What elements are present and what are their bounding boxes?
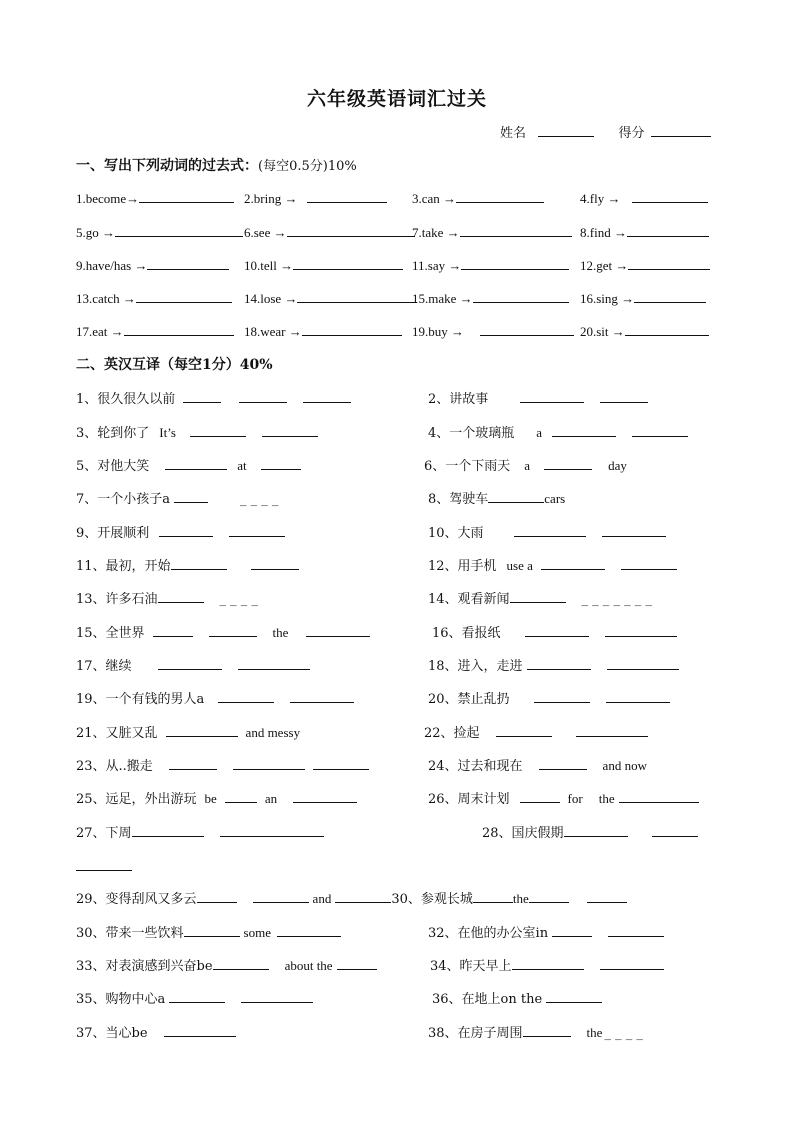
list-item: 2、讲故事	[428, 388, 648, 407]
name-label: 姓名	[500, 126, 527, 141]
answer-blank[interactable]	[229, 522, 285, 537]
score-label: 得分	[618, 126, 645, 141]
list-item: 18、进入，走进	[428, 655, 679, 674]
answer-blank[interactable]	[233, 755, 305, 770]
list-item: 19、一个有钱的男人a	[76, 688, 354, 707]
answer-blank[interactable]	[174, 488, 208, 503]
answer-blank[interactable]	[520, 788, 560, 803]
answer-blank-wrap	[76, 856, 132, 875]
list-item: 9.have/has →	[76, 255, 229, 274]
answer-blank[interactable]	[164, 1022, 236, 1037]
list-item: 9、开展顺利	[76, 522, 285, 541]
list-item: 30、带来一些饮料 some	[76, 922, 341, 941]
answer-blank[interactable]	[158, 655, 222, 670]
answer-blank[interactable]	[480, 321, 574, 336]
answer-blank[interactable]	[600, 388, 648, 403]
answer-blank[interactable]	[297, 288, 417, 303]
answer-blank[interactable]	[546, 988, 602, 1003]
answer-blank[interactable]	[136, 288, 232, 303]
answer-blank[interactable]	[303, 388, 351, 403]
list-item: 26、周末计划 for the	[428, 788, 699, 807]
answer-blank[interactable]	[302, 321, 402, 336]
list-item: 37、当心be	[76, 1022, 236, 1041]
answer-blank[interactable]	[241, 988, 313, 1003]
answer-blank[interactable]	[600, 955, 664, 970]
answer-blank[interactable]	[218, 688, 274, 703]
answer-blank[interactable]	[525, 622, 589, 637]
answer-blank[interactable]	[166, 722, 238, 737]
answer-blank[interactable]	[512, 955, 584, 970]
answer-blank[interactable]	[456, 188, 544, 203]
section1-heading: 一、写出下列动词的过去式：(每空0.5分)10%	[76, 158, 357, 174]
list-item: 11.say →	[412, 255, 569, 274]
answer-blank[interactable]	[628, 255, 710, 270]
list-item: 32、在他的办公室in	[428, 922, 664, 941]
list-item: 20.sit →	[580, 321, 709, 340]
answer-blank[interactable]	[576, 722, 648, 737]
answer-blank[interactable]	[306, 622, 370, 637]
list-item: 35、购物中心a	[76, 988, 313, 1007]
answer-blank[interactable]	[461, 255, 569, 270]
answer-blank[interactable]	[523, 1022, 571, 1037]
answer-blank[interactable]	[544, 455, 592, 470]
list-item: 5.go →	[76, 222, 243, 241]
list-item: 10、大雨	[428, 522, 666, 541]
answer-blank[interactable]	[564, 822, 628, 837]
answer-blank[interactable]	[147, 255, 229, 270]
answer-blank[interactable]	[158, 588, 204, 603]
answer-blank[interactable]	[514, 522, 586, 537]
answer-blank[interactable]	[460, 222, 572, 237]
list-item: 4.fly →	[580, 188, 708, 207]
list-item: 29、变得刮风又多云 and 30、参观长城 the	[76, 888, 627, 907]
answer-blank[interactable]	[184, 922, 240, 937]
answer-blank[interactable]	[139, 188, 234, 203]
answer-blank[interactable]	[539, 755, 587, 770]
list-item: 7、一个小孩子a _ _ _ _	[76, 488, 278, 507]
answer-blank[interactable]	[287, 222, 415, 237]
list-item: 2.bring →	[244, 188, 387, 207]
name-blank[interactable]	[538, 122, 594, 137]
answer-blank[interactable]	[115, 222, 243, 237]
section2-heading: 二、英汉互译（每空1分）40%	[76, 357, 273, 373]
answer-blank[interactable]	[488, 488, 544, 503]
answer-blank[interactable]	[608, 922, 664, 937]
answer-blank[interactable]	[225, 788, 257, 803]
answer-blank[interactable]	[534, 688, 590, 703]
answer-blank[interactable]	[527, 655, 591, 670]
list-item: 34、昨天早上	[430, 955, 664, 974]
answer-blank[interactable]	[183, 388, 221, 403]
answer-blank[interactable]	[253, 888, 309, 903]
answer-blank[interactable]	[165, 455, 227, 470]
answer-blank[interactable]	[132, 822, 204, 837]
answer-blank[interactable]	[159, 522, 213, 537]
list-item: 23、从..搬走	[76, 755, 369, 774]
list-item: 6、一个下雨天 a day	[424, 455, 627, 474]
answer-blank[interactable]	[261, 455, 301, 470]
list-item: 12.get →	[580, 255, 710, 274]
answer-blank[interactable]	[337, 955, 377, 970]
answer-blank[interactable]	[169, 755, 217, 770]
list-item: 17、继续	[76, 655, 310, 674]
answer-blank[interactable]	[313, 755, 369, 770]
list-item: 15、全世界 the	[76, 622, 370, 641]
answer-blank[interactable]	[552, 422, 616, 437]
list-item: 24、过去和现在 and now	[428, 755, 647, 774]
page-title: 六年级英语词汇过关	[306, 88, 487, 110]
answer-blank[interactable]	[607, 655, 679, 670]
list-item: 33、对表演感到兴奋be about the	[76, 955, 377, 974]
list-item: 27、下周	[76, 822, 324, 841]
answer-blank[interactable]	[213, 955, 269, 970]
answer-blank[interactable]	[529, 888, 569, 903]
list-item: 14、观看新闻 _ _ _ _ _ _ _	[428, 588, 652, 607]
list-item: 3、轮到你了 It’s	[76, 422, 318, 441]
answer-blank[interactable]	[209, 622, 257, 637]
answer-blank[interactable]	[238, 655, 310, 670]
answer-blank[interactable]	[473, 888, 513, 903]
answer-blank[interactable]	[277, 922, 341, 937]
answer-blank[interactable]	[335, 888, 391, 903]
score-blank[interactable]	[651, 122, 711, 137]
list-item: 4、一个玻璃瓶 a	[428, 422, 688, 441]
answer-blank[interactable]	[520, 388, 584, 403]
answer-blank[interactable]	[76, 856, 132, 871]
answer-blank[interactable]	[220, 822, 324, 837]
name-score-line	[500, 122, 711, 141]
answer-blank[interactable]	[587, 888, 627, 903]
answer-blank[interactable]	[190, 422, 246, 437]
answer-blank[interactable]	[541, 555, 605, 570]
answer-blank[interactable]	[619, 788, 699, 803]
answer-blank[interactable]	[627, 222, 709, 237]
answer-blank[interactable]	[293, 255, 403, 270]
answer-blank[interactable]	[625, 321, 709, 336]
list-item: 11、最初，开始	[76, 555, 299, 574]
list-item: 18.wear →	[244, 321, 402, 340]
list-item: 28、国庆假期	[482, 822, 698, 841]
list-item: 16.sing →	[580, 288, 706, 307]
answer-blank[interactable]	[262, 422, 318, 437]
list-item: 14.lose →	[244, 288, 417, 307]
list-item: 8.find →	[580, 222, 709, 241]
answer-blank[interactable]	[169, 988, 225, 1003]
list-item: 1.become→	[76, 188, 234, 207]
answer-blank[interactable]	[153, 622, 193, 637]
list-item: 10.tell →	[244, 255, 403, 274]
list-item: 15.make →	[412, 288, 569, 307]
list-item: 36、在地上on the	[432, 988, 602, 1007]
list-item: 5、对他大笑 at	[76, 455, 301, 474]
answer-blank[interactable]	[552, 922, 592, 937]
list-item: 20、禁止乱扔	[428, 688, 670, 707]
list-item: 3.can →	[412, 188, 544, 207]
list-item: 22、捡起	[424, 722, 648, 741]
section1-note: (每空0.5分)10%	[258, 159, 357, 174]
answer-blank[interactable]	[293, 788, 357, 803]
answer-blank[interactable]	[634, 288, 706, 303]
answer-blank[interactable]	[605, 622, 677, 637]
list-item: 16、看报纸	[432, 622, 677, 641]
answer-blank[interactable]	[239, 388, 287, 403]
list-item: 25、远足，外出游玩 be an	[76, 788, 357, 807]
answer-blank[interactable]	[496, 722, 552, 737]
list-item: 13、许多石油 _ _ _ _	[76, 588, 258, 607]
list-item: 17.eat →	[76, 321, 234, 340]
list-item: 6.see →	[244, 222, 415, 241]
answer-blank[interactable]	[197, 888, 237, 903]
list-item: 8、驾驶车 cars	[428, 488, 565, 507]
answer-blank[interactable]	[632, 422, 688, 437]
answer-blank[interactable]	[473, 288, 569, 303]
list-item: 21、又脏又乱 and messy	[76, 722, 300, 741]
list-item: 38、在房子周围 the _ _ _ _	[428, 1022, 643, 1041]
list-item: 19.buy →	[412, 321, 574, 340]
answer-blank[interactable]	[290, 688, 354, 703]
answer-blank[interactable]	[510, 588, 566, 603]
answer-blank[interactable]	[251, 555, 299, 570]
answer-blank[interactable]	[621, 555, 677, 570]
answer-blank[interactable]	[652, 822, 698, 837]
list-item: 7.take →	[412, 222, 572, 241]
answer-blank[interactable]	[602, 522, 666, 537]
answer-blank[interactable]	[606, 688, 670, 703]
answer-blank[interactable]	[307, 188, 387, 203]
answer-blank[interactable]	[632, 188, 708, 203]
list-item: 13.catch →	[76, 288, 232, 307]
answer-blank[interactable]	[171, 555, 227, 570]
list-item: 1、很久很久以前	[76, 388, 351, 407]
answer-blank[interactable]	[124, 321, 234, 336]
list-item: 12、用手机 use a	[428, 555, 677, 574]
